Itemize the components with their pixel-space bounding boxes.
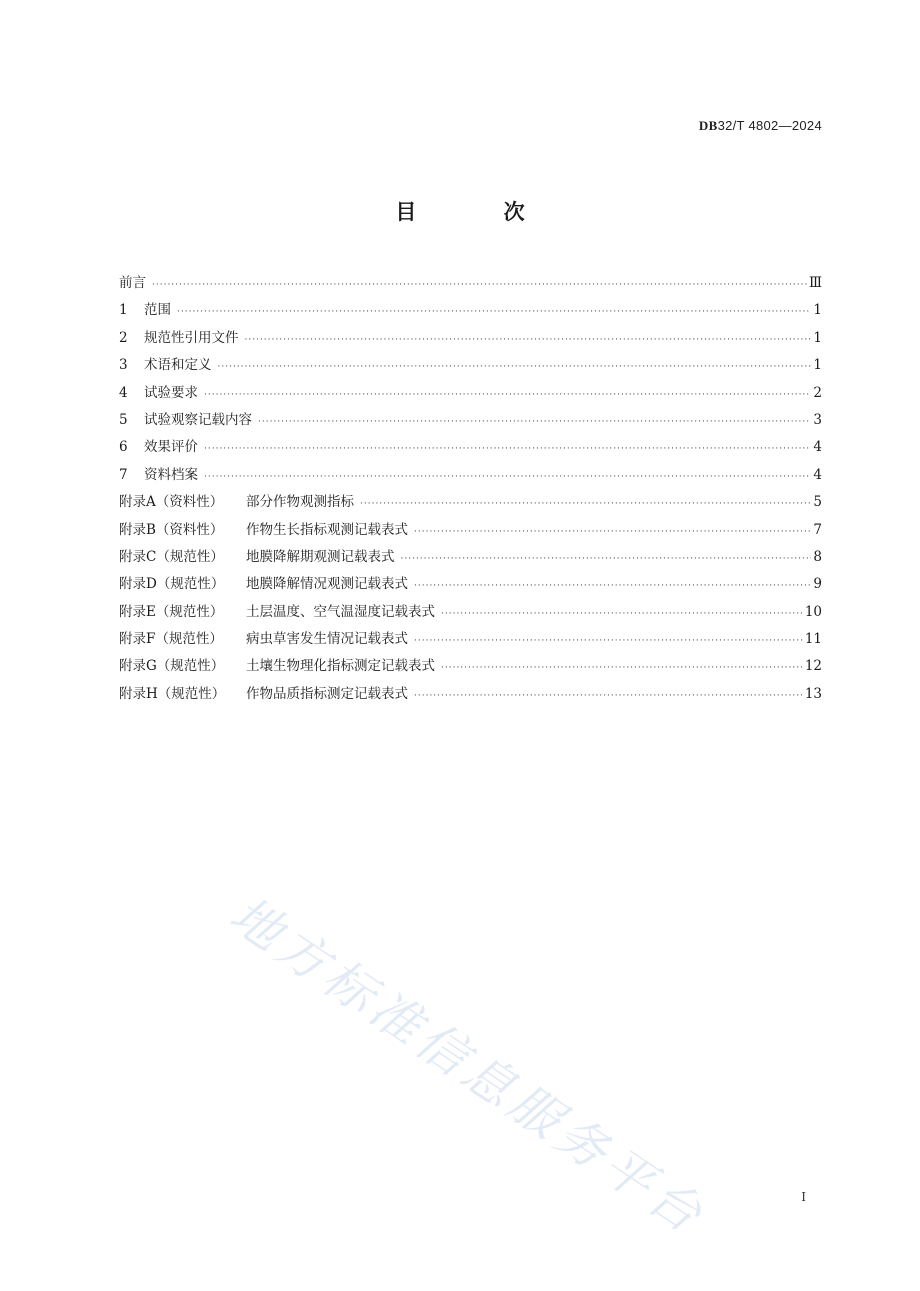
toc-entry[interactable]	[119, 681, 822, 708]
toc-entry-text: 范围	[144, 302, 171, 319]
toc-entry-text: 试验观察记载内容	[144, 411, 252, 428]
toc-entry-text: 作物品质指标测定记载表式	[246, 685, 408, 702]
toc-entry-text: 试验要求	[144, 384, 198, 401]
toc-entry-label	[119, 571, 408, 598]
toc-leader-dots	[360, 491, 811, 518]
toc-entry-annex-prefix: 附录G（规范性）	[119, 658, 225, 675]
toc-leader-dots	[401, 546, 812, 573]
toc-entry-number: 6	[119, 439, 128, 456]
toc-entry-number: 3	[119, 357, 128, 374]
toc-entry-text: 前言	[119, 275, 146, 291]
toc-entry-number: 1	[119, 302, 128, 319]
toc-entry[interactable]	[119, 517, 822, 544]
toc-leader-dots	[414, 683, 803, 710]
toc-entry-annex-prefix: 附录F（规范性）	[119, 631, 223, 648]
toc-entry-page: 1	[813, 302, 822, 319]
toc-entry[interactable]	[119, 352, 822, 379]
toc-entry-label	[119, 626, 408, 653]
toc-entry-annex-prefix: 附录H（规范性）	[119, 685, 226, 702]
toc-leader-dots	[152, 272, 807, 299]
toc-leader-dots	[441, 601, 803, 628]
toc-entry-label	[119, 352, 212, 379]
toc-entry-number: 5	[119, 411, 128, 428]
toc-entry-page: 13	[804, 685, 822, 702]
toc-leader-dots	[414, 573, 811, 600]
toc-entry-page: Ⅲ	[808, 275, 822, 291]
toc-leader-dots	[258, 409, 811, 436]
toc-leader-dots	[204, 464, 811, 491]
toc-entry-page: 11	[804, 631, 822, 648]
toc-entry-label	[119, 380, 198, 407]
watermark: 地方标准信息服务平台	[219, 885, 717, 1247]
standard-number	[699, 118, 822, 134]
toc-entry-annex-prefix: 附录C（规范性）	[119, 548, 224, 565]
toc-entry-label	[119, 517, 408, 544]
toc-entry-page: 10	[804, 603, 822, 620]
toc-entry-number: 7	[119, 466, 128, 483]
toc-leader-dots	[414, 519, 811, 546]
toc-entry-label	[119, 681, 408, 708]
toc-leader-dots	[177, 299, 811, 326]
toc-entry-text: 土壤生物理化指标测定记载表式	[246, 658, 435, 675]
toc-entry-annex-prefix: 附录B（资料性）	[119, 521, 224, 538]
toc-leader-dots	[441, 655, 803, 682]
toc-leader-dots	[218, 354, 812, 381]
toc-entry-page: 7	[813, 521, 822, 538]
toc-entry-label	[119, 325, 239, 352]
toc-entry-label	[119, 270, 146, 297]
toc-entry[interactable]	[119, 653, 822, 680]
toc-entry-annex-prefix: 附录E（规范性）	[119, 603, 224, 620]
toc-entry-text: 土层温度、空气温湿度记载表式	[246, 603, 435, 620]
toc-entry-label	[119, 599, 435, 626]
toc-entry-page: 8	[813, 548, 822, 565]
toc-entry-page: 5	[813, 494, 822, 511]
toc-entry-text: 规范性引用文件	[144, 329, 239, 346]
toc-entry[interactable]	[119, 434, 822, 461]
toc-entry-text: 病虫草害发生情况记载表式	[246, 631, 408, 648]
toc-leader-dots	[204, 382, 811, 409]
toc-entry-page: 4	[813, 466, 822, 483]
toc-entry[interactable]	[119, 462, 822, 489]
toc-entry-page: 2	[813, 384, 822, 401]
toc-entry[interactable]	[119, 297, 822, 324]
standard-code: 32/T 4802—2024	[717, 118, 822, 133]
toc-entry-page: 4	[813, 439, 822, 456]
toc-entry-text: 部分作物观测指标	[246, 494, 354, 511]
toc-entry-text: 效果评价	[144, 439, 198, 456]
toc-entry[interactable]	[119, 380, 822, 407]
toc-entry[interactable]	[119, 544, 822, 571]
toc-entry-label	[119, 489, 354, 516]
page-title: 目 次	[395, 200, 565, 224]
toc-leader-dots	[414, 628, 803, 655]
toc-entry[interactable]	[119, 325, 822, 352]
toc-entry-page: 9	[813, 576, 822, 593]
toc-entry-number: 4	[119, 384, 128, 401]
toc-entry-page: 1	[813, 357, 822, 374]
toc-entry-text: 作物生长指标观测记载表式	[246, 521, 408, 538]
toc-entry-page: 12	[804, 658, 822, 675]
toc-entry-label	[119, 297, 171, 324]
toc-entry-text: 地膜降解情况观测记载表式	[246, 576, 408, 593]
toc-entry-number: 2	[119, 329, 128, 346]
toc-entry[interactable]	[119, 270, 822, 297]
toc-entry-text: 资料档案	[144, 466, 198, 483]
toc-entry-text: 地膜降解期观测记载表式	[246, 548, 395, 565]
toc-entry-label	[119, 407, 252, 434]
toc-entry-label	[119, 653, 435, 680]
toc-entry[interactable]	[119, 599, 822, 626]
toc-entry[interactable]	[119, 407, 822, 434]
toc-entry-label	[119, 544, 395, 571]
toc-entry-label	[119, 462, 198, 489]
toc-entry[interactable]	[119, 626, 822, 653]
toc-entry-annex-prefix: 附录D（规范性）	[119, 576, 225, 593]
table-of-contents	[119, 270, 822, 708]
toc-leader-dots	[204, 436, 811, 463]
toc-entry-page: 1	[813, 329, 822, 346]
toc-entry-label	[119, 434, 198, 461]
toc-entry-text: 术语和定义	[144, 357, 212, 374]
toc-entry-annex-prefix: 附录A（资料性）	[119, 494, 224, 511]
toc-leader-dots	[245, 327, 812, 354]
page-number: I	[801, 1190, 806, 1204]
standard-prefix: DB	[698, 118, 718, 133]
toc-entry[interactable]	[119, 489, 822, 516]
toc-entry[interactable]	[119, 571, 822, 598]
toc-entry-page: 3	[813, 411, 822, 428]
